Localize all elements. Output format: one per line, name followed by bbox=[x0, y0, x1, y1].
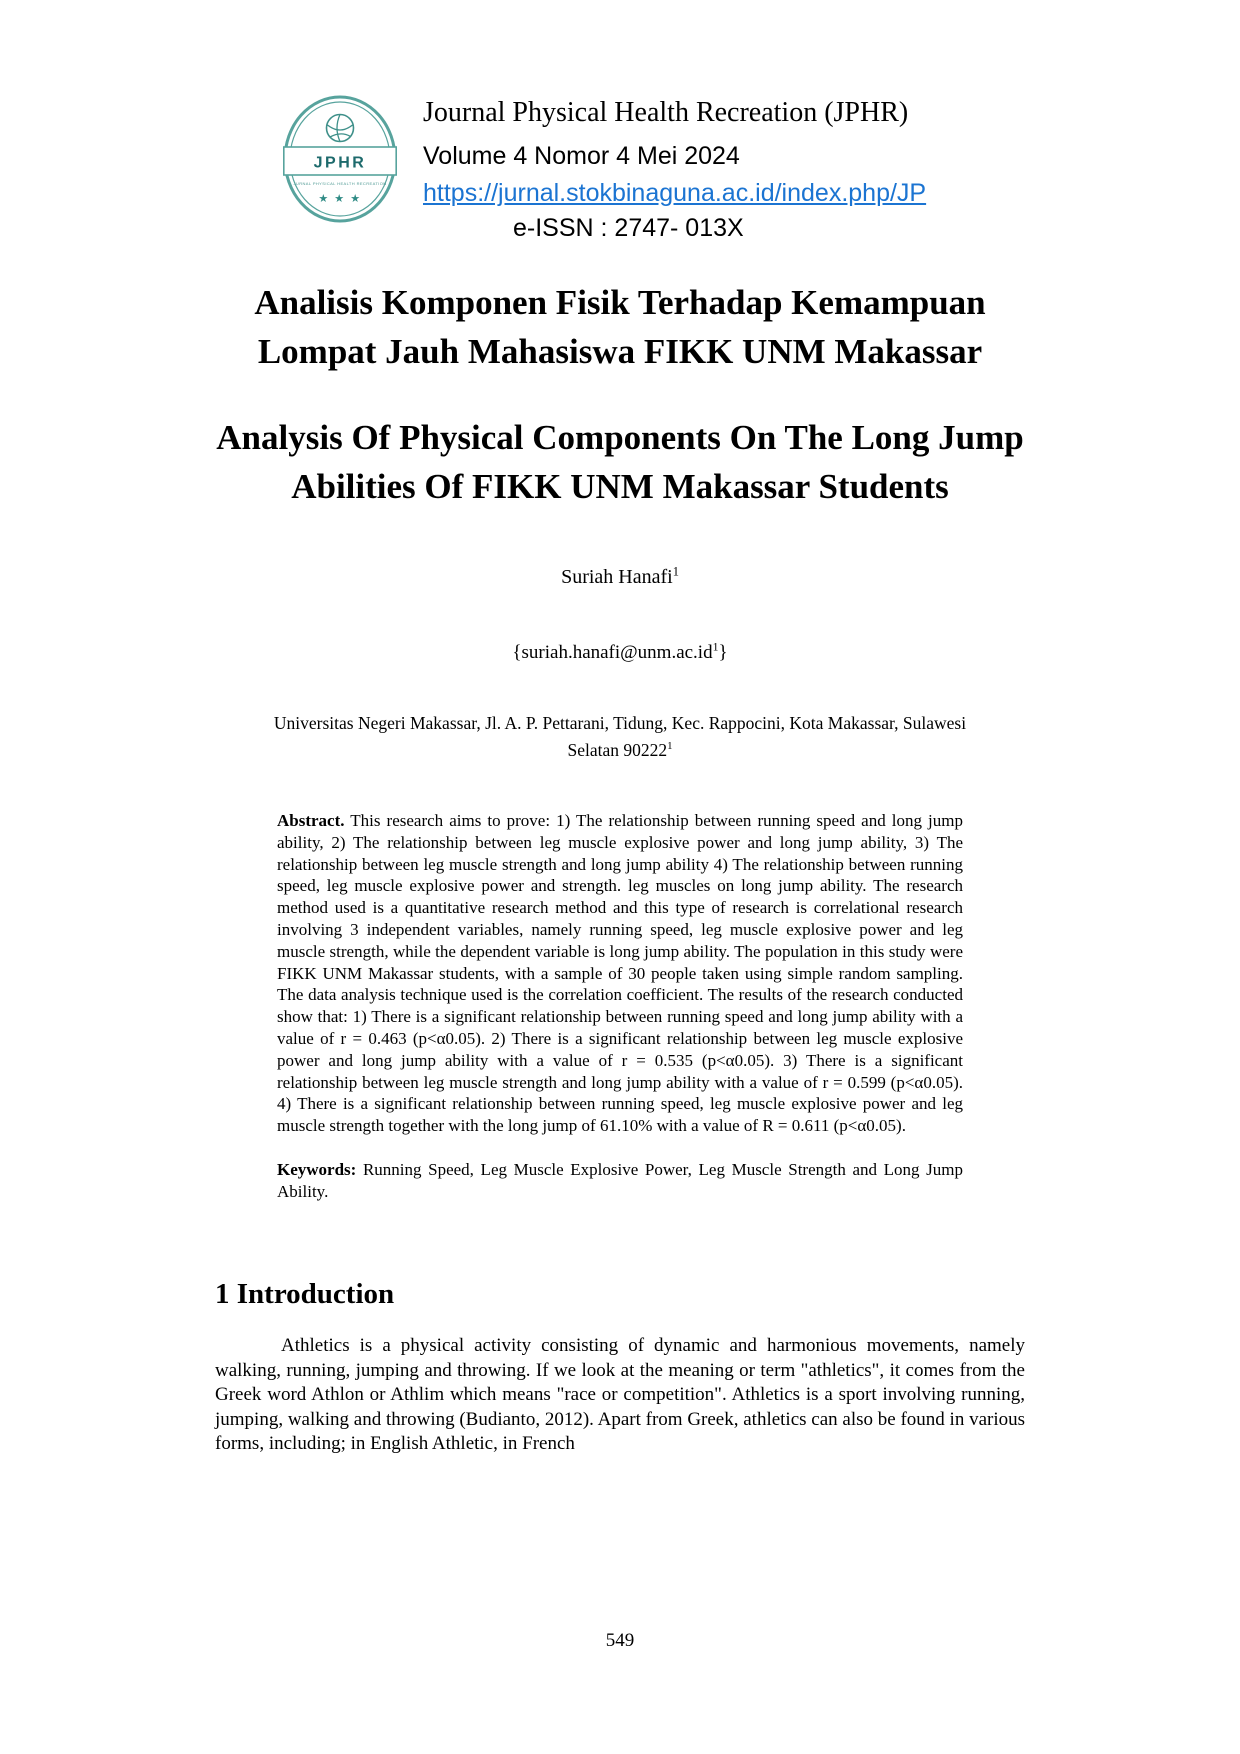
author-email bbox=[0, 642, 1240, 664]
title-english-line1: Analysis Of Physical Components On The Long Jump bbox=[216, 418, 1024, 457]
title-english bbox=[0, 413, 1240, 511]
logo-acronym: JPHR bbox=[313, 154, 367, 172]
affiliation-line2: Selatan 90222 bbox=[567, 740, 668, 760]
introduction-paragraph: Athletics is a physical activity consisting of dynamic and harmonious movements, namely walking, running, jumping and throwing. If we look at the meaning or term "athletics", it comes from the Greek word Athlon or Athlim which means "race or competition". Athletics is a sport involving running, jumping, walking and throwing (Budianto, 2012). Apart from Greek, athletics can also be found in various forms, including; in English Athletic, in French bbox=[215, 1335, 1025, 1455]
author-email-superscript: 1 bbox=[712, 640, 719, 654]
journal-logo-badge bbox=[283, 95, 397, 223]
abstract-paragraph bbox=[277, 810, 963, 1137]
journal-logo bbox=[283, 95, 397, 223]
journal-volume: Volume 4 Nomor 4 Mei 2024 bbox=[423, 142, 740, 171]
logo-ring-text: JURNAL PHYSICAL HEALTH RECREATION bbox=[293, 181, 387, 186]
journal-url-link[interactable]: https://jurnal.stokbinaguna.ac.id/index.php/JP bbox=[423, 179, 927, 208]
journal-eissn: e-ISSN : 2747- 013X bbox=[513, 214, 744, 243]
journal-header bbox=[283, 95, 926, 243]
journal-title: Journal Physical Health Recreation (JPHR) bbox=[423, 97, 909, 128]
keywords-label: Keywords: bbox=[277, 1159, 357, 1179]
volleyball-icon bbox=[327, 115, 354, 142]
abstract-label: Abstract. bbox=[277, 811, 345, 830]
section-heading-introduction: 1 Introduction bbox=[215, 1278, 395, 1310]
affiliation-superscript: 1 bbox=[667, 740, 673, 753]
affiliation bbox=[215, 710, 1025, 764]
author-email-close-brace: } bbox=[718, 642, 728, 663]
author-name: Suriah Hanafi bbox=[561, 566, 673, 588]
logo-stars: ★ ★ ★ bbox=[318, 193, 362, 205]
affiliation-line1: Universitas Negeri Makassar, Jl. A. P. Pettarani, Tidung, Kec. Rappocini, Kota Makassar, Sulawesi bbox=[273, 713, 967, 733]
abstract-text: This research aims to prove: 1) The relationship between running speed and long jump ability, 2) The relationship between leg muscle explosive power and long jump ability, 3) The relationship between leg muscle strength and long jump ability 4) The relationship between running speed, leg muscle explosive power and strength. leg muscles on long jump ability. The research method used is a quantitative research method and this type of research is correlational research involving 3 independent variables, namely running speed, leg muscle explosive power and leg muscle strength, while the dependent variable is long jump ability. The population in this study were FIKK UNM Makassar students, with a sample of 30 people taken using simple random sampling. The data analysis technique used is the correlation coefficient. The results of the research conducted show that: 1) There is a significant relationship between running speed and long jump ability with a value of r = 0.463 (p<α0.05). 2) There is a significant relationship between leg muscle explosive power and long jump ability with a value of r = 0.535 (p<α0.05). 3) There is a significant relationship between leg muscle strength and long jump ability with a value of r = 0.599 (p<α0.05). 4) There is a significant relationship between running speed, leg muscle explosive power and leg muscle strength together with the long jump of 61.10% with a value of R = 0.611 (p<α0.05). bbox=[277, 811, 963, 1136]
abstract-section bbox=[277, 810, 963, 1203]
author-line bbox=[0, 566, 1240, 589]
title-english-line2: Abilities Of FIKK UNM Makassar Students bbox=[291, 467, 949, 506]
title-indonesian bbox=[0, 278, 1240, 376]
keywords-text: Running Speed, Leg Muscle Explosive Power, Leg Muscle Strength and Long Jump Ability. bbox=[277, 1159, 963, 1201]
author-superscript: 1 bbox=[672, 564, 679, 579]
page-number: 549 bbox=[605, 1630, 635, 1651]
title-indonesian-line2: Lompat Jauh Mahasiswa FIKK UNM Makassar bbox=[257, 332, 983, 371]
keywords-paragraph bbox=[277, 1159, 963, 1203]
journal-header-text bbox=[423, 95, 926, 243]
author-email-text: {suriah.hanafi@unm.ac.id bbox=[512, 642, 713, 663]
title-indonesian-line1: Analisis Komponen Fisik Terhadap Kemampuan bbox=[254, 283, 986, 322]
